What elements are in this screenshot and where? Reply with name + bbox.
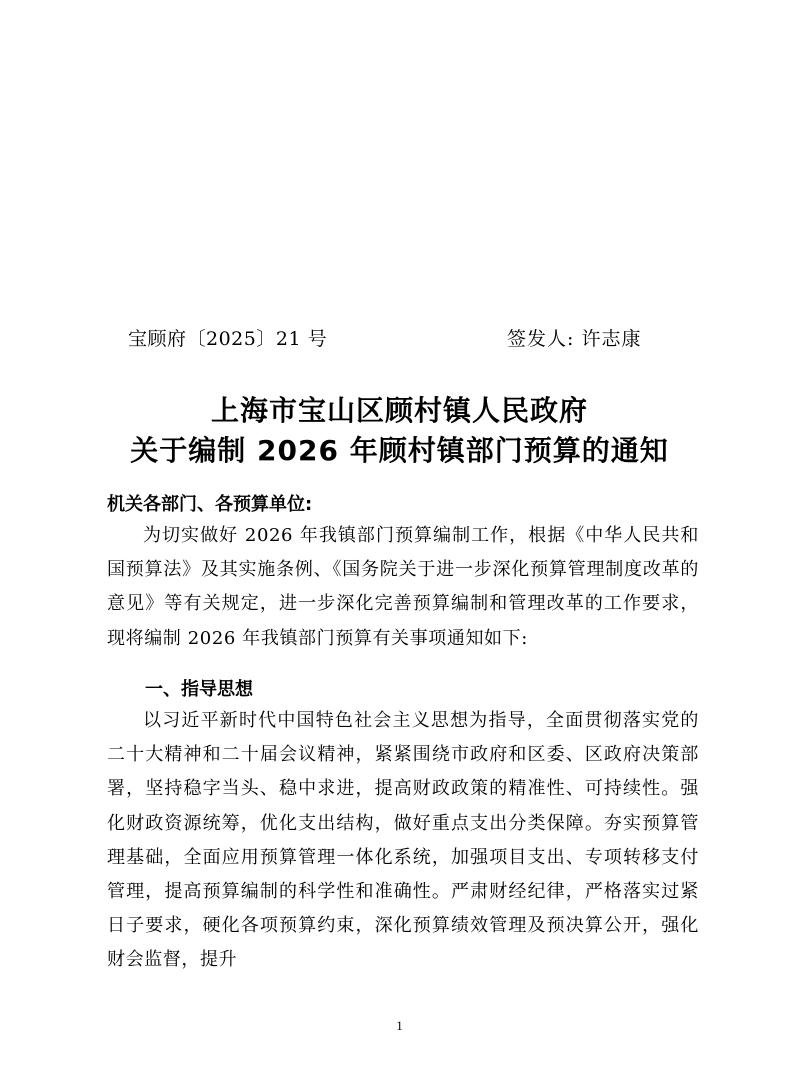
section-paragraph-guiding-ideology: 以习近平新时代中国特色社会主义思想为指导，全面贯彻落实党的二十大精神和二十届会议精神，紧紧围绕市政府和区委、区政府决策部署，坚持稳字当头、稳中求进，提高财政政策的精准性、可持续性。强化财政资源统筹，优化支出结构，做好重点支出分类保障。夯实预算管理基础，全面应用预算管理一体化系统，加强项目支出、专项转移支付管理，提高预算编制的科学性和准确性。严肃财经纪律，严格落实过紧日子要求，硬化各项预算约束，深化预算绩效管理及预决算公开，强化财会监督，提升 (107, 710, 699, 971)
signer: 签发人: 许志康 (507, 328, 642, 350)
document-title-line-1: 上海市宝山区顾村镇人民政府 (210, 394, 588, 427)
document-title-line-2: 关于编制 2026 年顾村镇部门预算的通知 (130, 434, 669, 467)
intro-paragraph: 为切实做好 2026 年我镇部门预算编制工作，根据《中华人民共和国预算法》及其实施条例、《国务院关于进一步深化预算管理制度改革的意见》等有关规定，进一步深化完善预算编制和管理改革的工作要求，现将编制 2026 年我镇部门预算有关事项通知如下: (107, 525, 699, 649)
salutation: 机关各部门、各预算单位: (107, 494, 313, 515)
section-heading-guiding-ideology: 一、指导思想 (145, 679, 253, 700)
page-number: 1 (396, 1018, 403, 1033)
document-number: 宝顾府〔2025〕21 号 (128, 328, 328, 350)
